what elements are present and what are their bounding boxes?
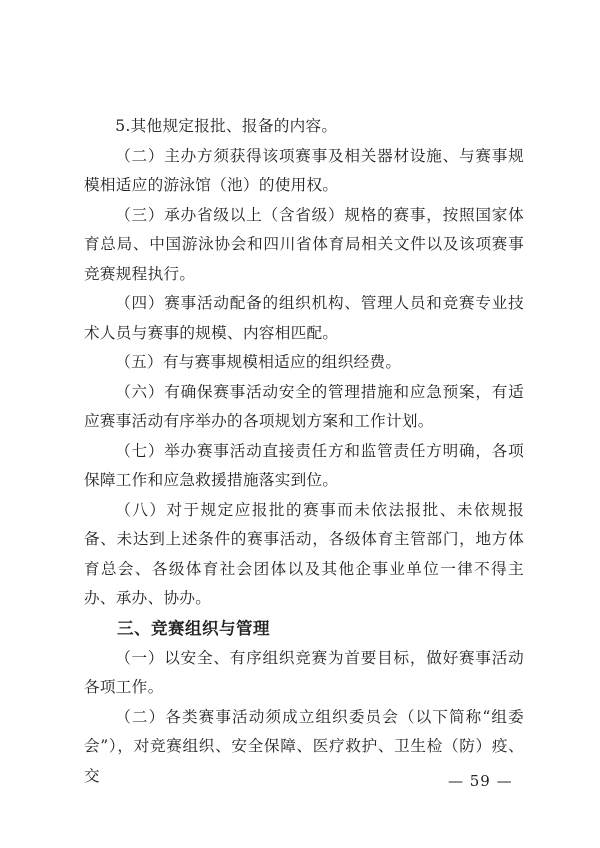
section-heading: 三、竞赛组织与管理: [117, 618, 270, 638]
paragraph-section-8: （八）对于规定应报批的赛事而未依法报批、未依规报备、未达到上述条件的赛事活动，各级体育主管部门，地方体育总会、各级体育社会团体以及其他企事业单位一律不得主办、承办、协办。: [84, 500, 524, 607]
paragraph-subsection-2: （二）各类赛事活动须成立组织委员会（以下简称“组委会”），对竞赛组织、安全保障、医疗救护、卫生检（防）疫、交: [84, 707, 524, 785]
paragraph-subsection-1: （一）以安全、有序组织竞赛为首要目标，做好赛事活动各项工作。: [84, 648, 524, 696]
paragraph-section-2: （二）主办方须获得该项赛事及相关器材设施、与赛事规模相适应的游泳馆（池）的使用权。: [84, 146, 524, 194]
page-number: — 59 —: [448, 772, 513, 790]
paragraph-section-3: （三）承办省级以上（含省级）规格的赛事，按照国家体育总局、中国游泳协会和四川省体育局相关文件以及该项赛事竞赛规程执行。: [84, 205, 524, 283]
document-body: [84, 112, 524, 791]
paragraph-section-6: （六）有确保赛事活动安全的管理措施和应急预案，有适应赛事活动有序举办的各项规划方案和工作计划。: [84, 382, 524, 430]
paragraph-section-7: （七）举办赛事活动直接责任方和监管责任方明确，各项保障工作和应急救援措施落实到位。: [84, 441, 524, 489]
paragraph-section-4: （四）赛事活动配备的组织机构、管理人员和竞赛专业技术人员与赛事的规模、内容相匹配。: [84, 294, 524, 342]
paragraph-section-5: （五）有与赛事规模相适应的组织经费。: [115, 353, 402, 371]
paragraph-item-5: 5.其他规定报批、报备的内容。: [115, 117, 338, 135]
